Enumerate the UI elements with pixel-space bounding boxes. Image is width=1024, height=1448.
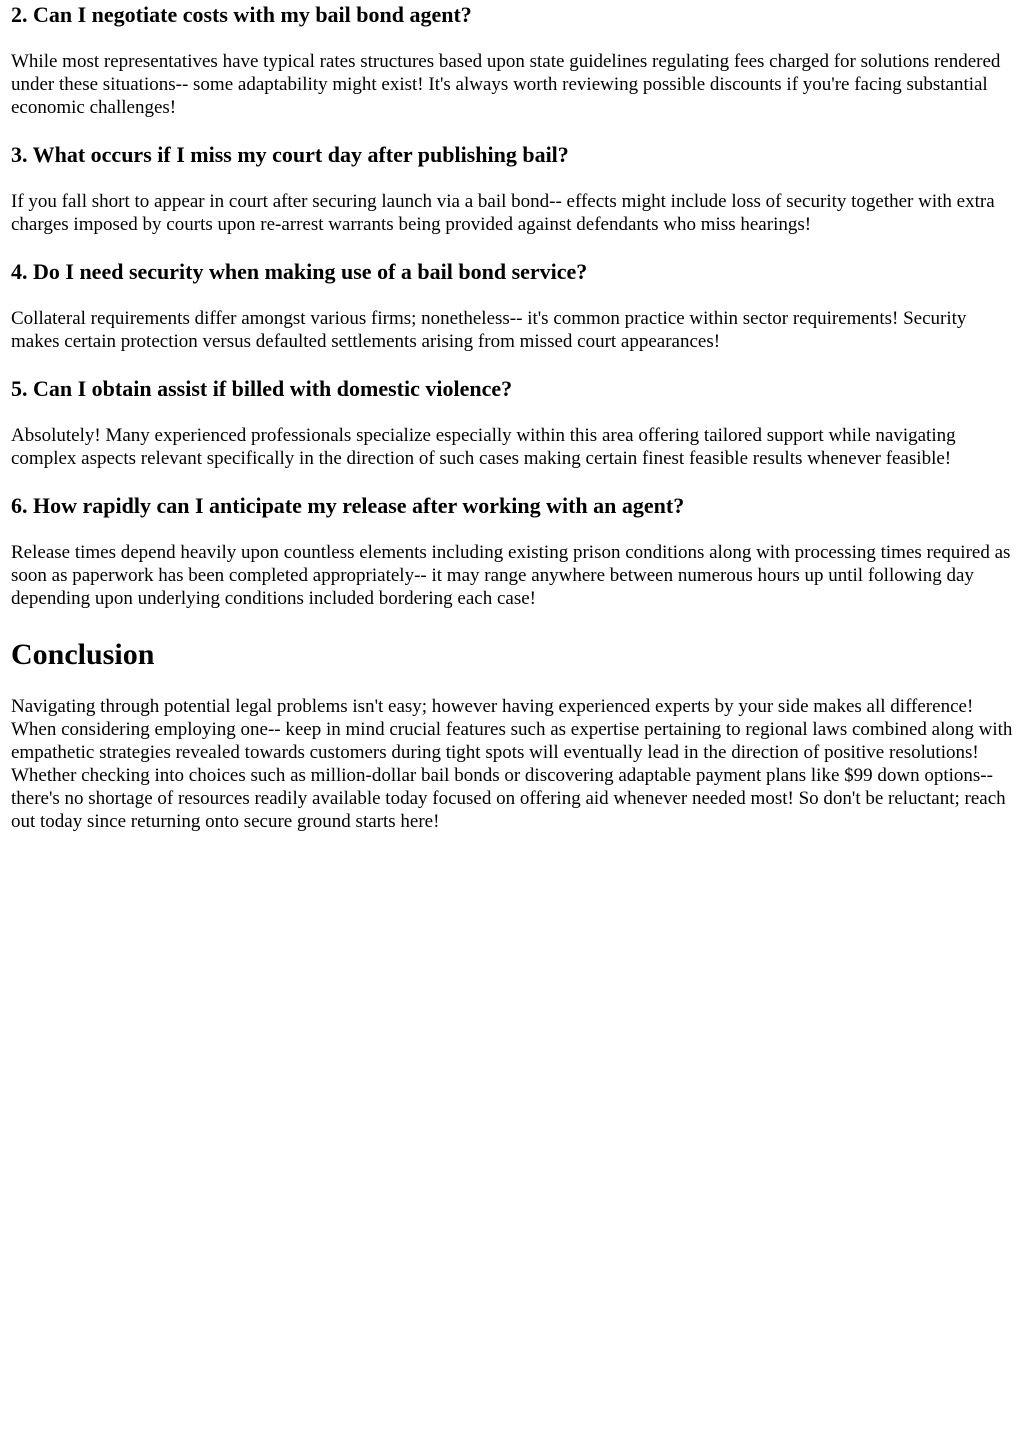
faq-question: 4. Do I need security when making use of a bail bond service?: [11, 259, 588, 284]
faq-answer: While most representatives have typical rates structures based upon state guidelines regulating fees charged for solutions rendered under these situations-- some adaptability might exist! It's always worth reviewing possible discounts if you're facing substantial economic challenges!: [11, 51, 1001, 118]
faq-item-2: [11, 2, 1013, 119]
faq-question: 5. Can I obtain assist if billed with domestic violence?: [11, 376, 513, 401]
conclusion-body: Navigating through potential legal problems isn't easy; however having experienced experts by your side makes all difference! When considering employing one-- keep in mind crucial features such as expertise pertaining to regional laws combined along with empathetic strategies revealed towards customers during tight spots will eventually lead in the direction of positive resolutions! Whether checking into choices such as million-dollar bail bonds or discovering adaptable payment plans like $99 down options-- there's no shortage of resources readily available today focused on offering aid whenever needed most! So don't be reluctant; reach out today since returning onto secure ground starts here!: [11, 696, 1013, 832]
faq-question: 6. How rapidly can I anticipate my release after working with an agent?: [11, 493, 685, 518]
faq-item-3: [11, 142, 1013, 236]
faq-answer: Collateral requirements differ amongst various firms; nonetheless-- it's common practice within sector requirements! Security makes certain protection versus defaulted settlements arising from missed court appearances!: [11, 308, 967, 352]
faq-answer: Release times depend heavily upon countless elements including existing prison conditions along with processing times required as soon as paperwork has been completed appropriately-- it may range anywhere between numerous hours up until following day depending upon underlying conditions included bordering each case!: [11, 542, 1011, 609]
faq-item-5: [11, 376, 1013, 470]
faq-item-4: [11, 259, 1013, 353]
article-page: [0, 2, 1024, 833]
faq-question: 3. What occurs if I miss my court day after publishing bail?: [11, 142, 569, 167]
faq-answer: If you fall short to appear in court after securing launch via a bail bond-- effects might include loss of security together with extra charges imposed by courts upon re-arrest warrants being provided against defendants who miss hearings!: [11, 191, 995, 235]
faq-answer: Absolutely! Many experienced professionals specialize especially within this area offering tailored support while navigating complex aspects relevant specifically in the direction of such cases making certain finest feasible results whenever feasible!: [11, 425, 956, 469]
faq-question: 2. Can I negotiate costs with my bail bond agent?: [11, 2, 472, 27]
faq-item-6: [11, 493, 1013, 610]
conclusion-section: [11, 638, 1013, 833]
conclusion-heading: Conclusion: [11, 638, 155, 671]
